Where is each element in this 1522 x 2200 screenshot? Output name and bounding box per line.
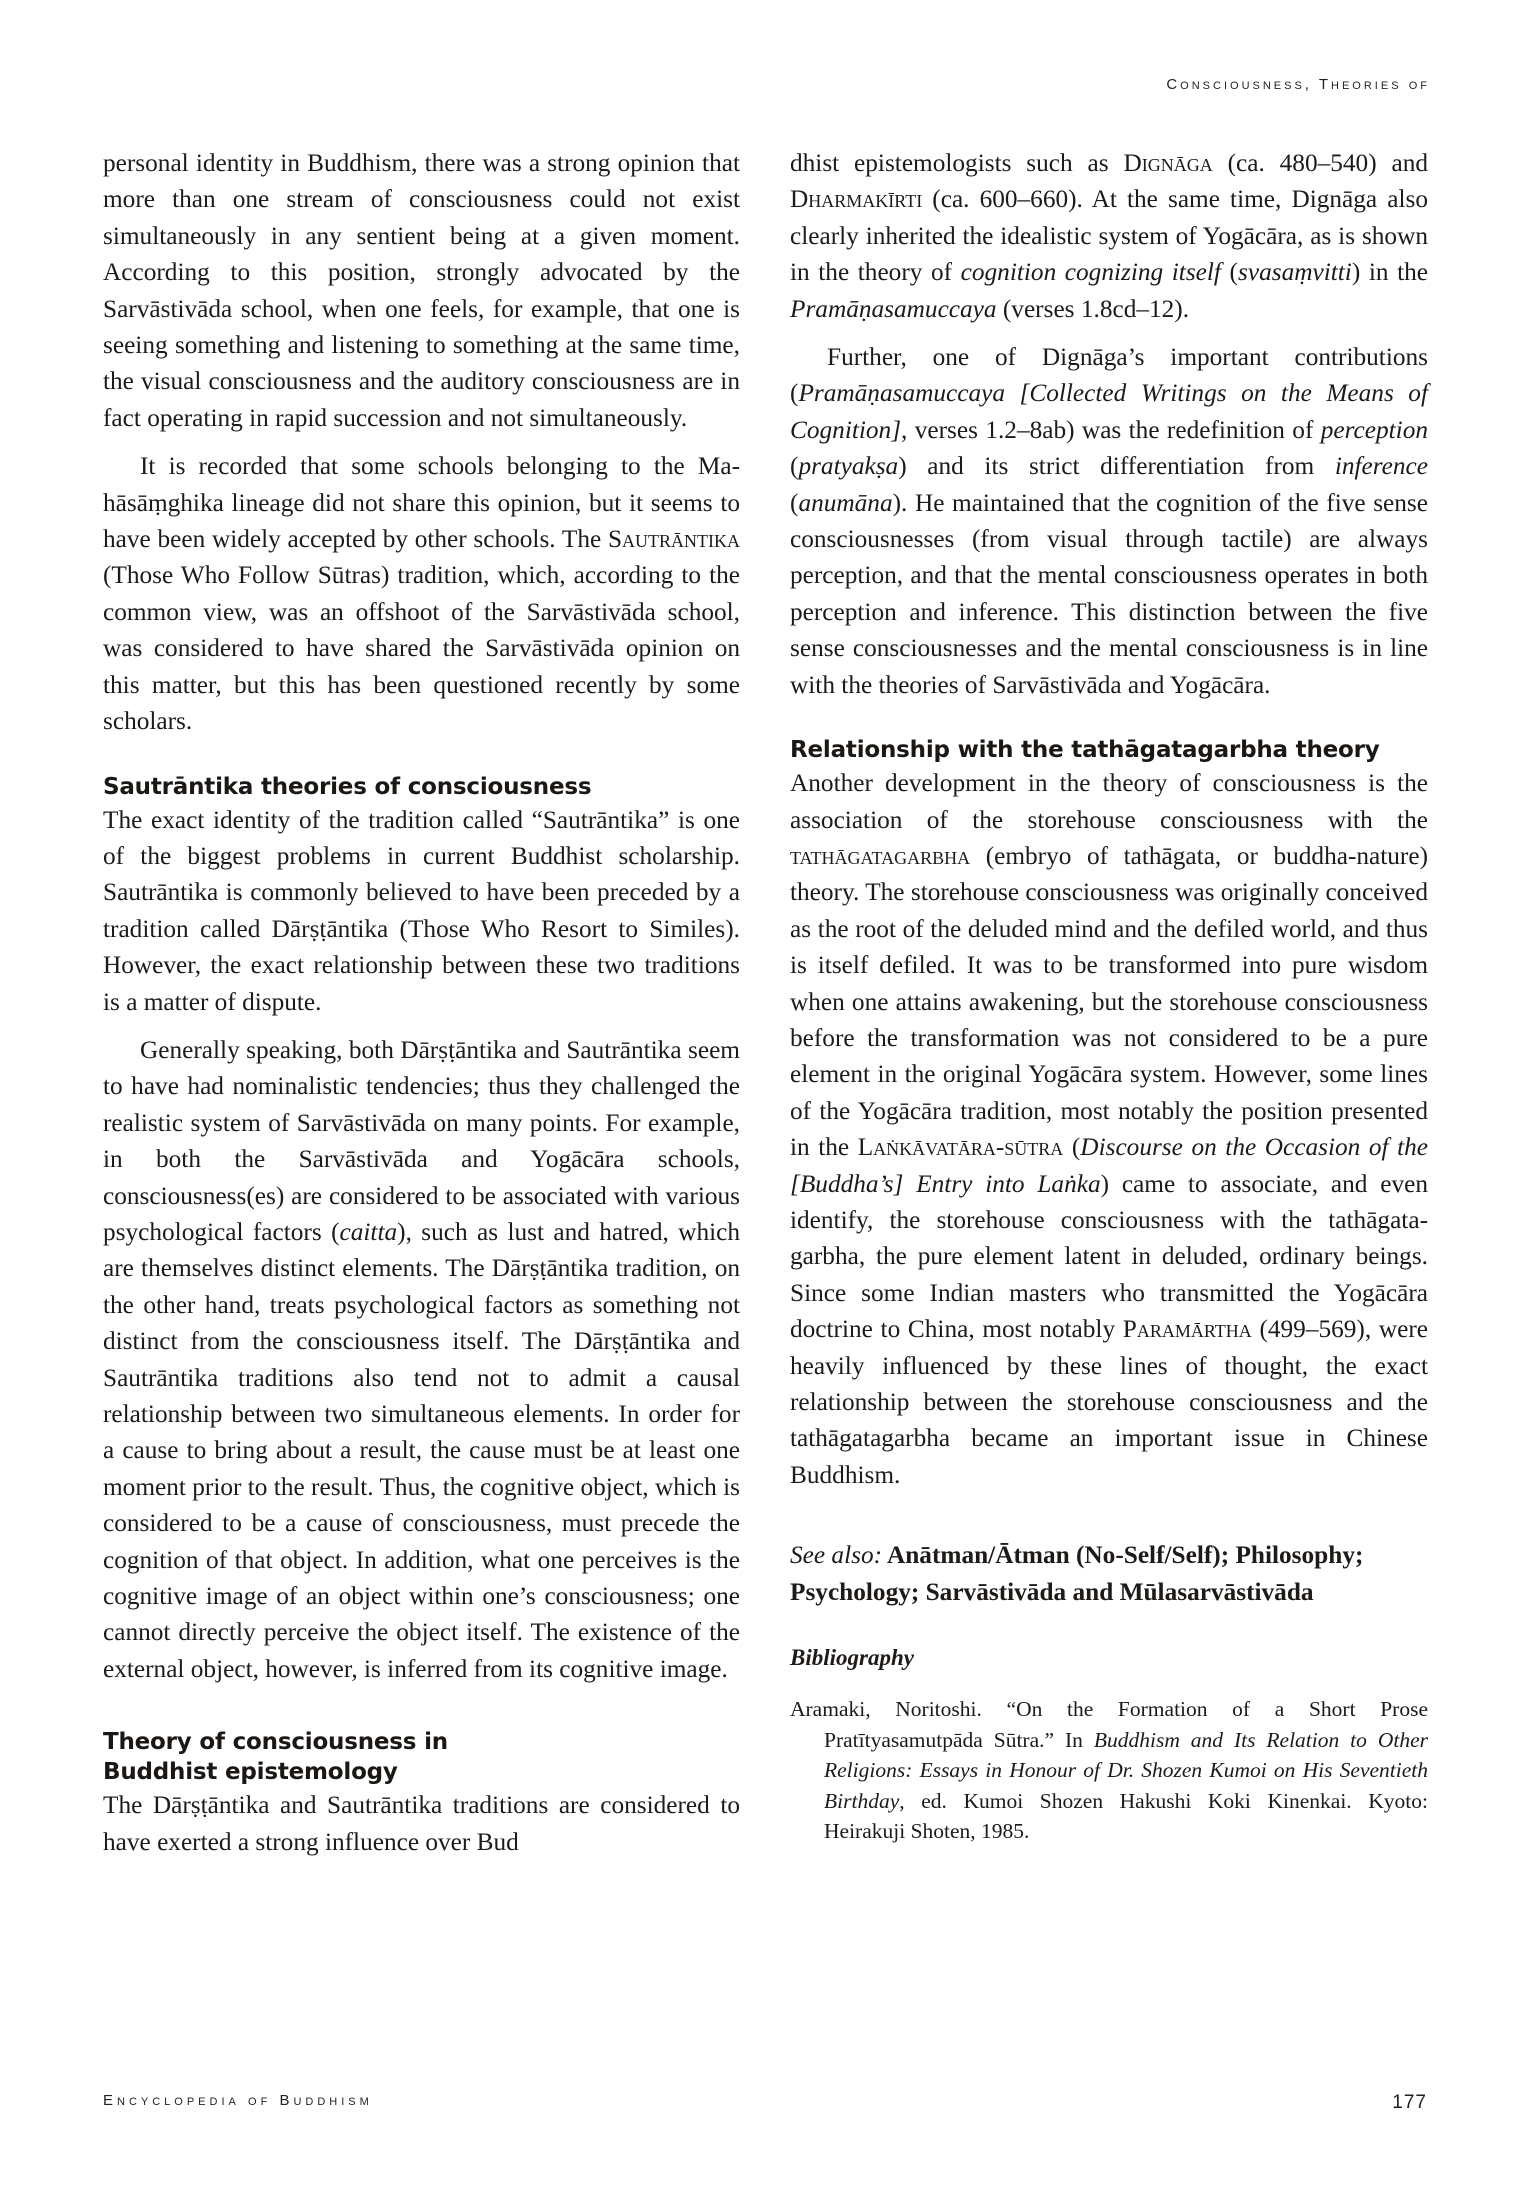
italic-term: Pramāṇasamuccaya <box>790 294 997 323</box>
italic-term: pratyakṣa <box>798 452 899 481</box>
right-column <box>790 145 1428 1847</box>
text: (embryo of tathāgata, or buddha-nature) theory. The storehouse consciousness was originally conceived as the root of the deluded mind and the defiled world, and thus is itself defiled. It was to be transformed into pure wisdom when one attains awakening, but the storehouse consciousness before the transformation was not considered to be a pure element in the original Yogācāra system. However, some lines of the Yogācāra tradition, most notably the position presented in the <box>790 841 1428 1162</box>
text: Aramaki, Noritoshi. “On the Formation of a Short Prose Pratītyasamutpāda Sūtra.” In <box>790 1697 1428 1752</box>
running-head: Consciousness, Theories of <box>1166 76 1430 93</box>
heading-line: Theory of consciousness in <box>103 1729 448 1756</box>
text: (verses 1.8cd–12). <box>996 294 1190 323</box>
italic-term: Discourse on the Occasion of the [Buddha’s] Entry into Laṅka <box>790 1133 1429 1198</box>
paragraph <box>103 1032 740 1687</box>
section-heading: Relationship with the tathāgatagarbha theory <box>790 737 1380 764</box>
text: , ed. Kumoi Shozen Hakushi Koki Kinenkai. Kyoto: Heirakuji Shoten, 1985. <box>824 1788 1428 1844</box>
page-number: 177 <box>1392 2092 1427 2113</box>
paragraph: The exact identity of the tradition called “Sautrāntika” is one of the biggest problems in current Buddhist scholarship. Sautrāntika is commonly believed to have been preceded by a tradition called Dārṣṭāntika (Those Who Resort to Similes). However, the exact relationship between these two traditions is a matter of dispute. <box>103 805 740 1016</box>
text: Further, one of Dignāga’s important contributions ( <box>790 343 1428 408</box>
text: (Those Who Follow Sūtras) tradition, which, according to the common view, was an offshoot of the Sarvāstivāda school, was considered to have shared the Sarvāstivāda opinion on this matter, but this has been questioned recently by some scholars. <box>103 561 740 736</box>
see-also-links[interactable]: Anātman/Ātman (No-Self/Self); Philosophy; Psychology; Sarvāstivāda and Mūlasarvāstivāda <box>790 1541 1364 1606</box>
cross-reference-link[interactable]: Paramārtha <box>1122 1315 1252 1344</box>
text: ( <box>1063 1133 1081 1162</box>
text: ) in the <box>1351 258 1429 287</box>
text: dhist epistemologists such as <box>790 149 1124 177</box>
bibliography-entry <box>790 1694 1428 1847</box>
paragraph <box>790 765 1428 1493</box>
text: , verses 1.2–8ab) was the redefinition of <box>901 415 1321 444</box>
italic-term: cognition cognizing itself <box>960 258 1221 287</box>
cross-reference-link[interactable]: Dharmakīrti <box>790 185 923 214</box>
text: (499–569), were heavily influenced by these lines of thought, the exact relationship between the storehouse consciousness and the tathāgatagarbha became an important issue in Chinese Buddhism. <box>790 1315 1428 1489</box>
cross-reference-link[interactable]: tathāgatagarbha <box>790 841 971 870</box>
see-also <box>790 1537 1428 1610</box>
left-column <box>103 145 740 1860</box>
text: ( <box>790 452 799 481</box>
text: Generally speaking, both Dārṣṭāntika and Sautrāntika seem to have had nominalistic tendencies; thus they challenged the realistic system of Sarvāstivāda on many points. For example, in both the Sarvāstivāda and Yogācāra schools, consciousness(es) are considered to be associated with various psychological factors ( <box>103 1035 740 1246</box>
text: Another development in the theory of consciousness is the association of the storehouse consciousness with the <box>790 769 1428 834</box>
section-heading: Sautrāntika theories of consciousness <box>103 773 592 800</box>
cross-reference-link[interactable]: Dignāga <box>1123 149 1213 177</box>
text: ( <box>790 488 799 517</box>
italic-term: anumāna <box>798 488 893 517</box>
text: ) and its strict differentiation from <box>898 452 1335 481</box>
cross-reference-link[interactable]: Sautrāntika <box>607 525 740 554</box>
paragraph: The Dārṣṭāntika and Sautrāntika traditions are considered to have exerted a strong influence over Bud <box>103 1791 740 1856</box>
text: (ca. 600–660). At the same time, Dignāga also clearly inherited the idealistic system of Yogācāra, as is shown in the theory of <box>790 185 1428 287</box>
heading-line: Buddhist epistemology <box>103 1759 398 1786</box>
italic-term: Pramāṇasamuccaya [Collected Writings on the Means of Cognition] <box>790 379 1428 444</box>
paragraph <box>790 339 1428 703</box>
footer-book-title: Encyclopedia of Buddhism <box>103 2092 373 2109</box>
bibliography-heading: Bibliography <box>790 1645 914 1671</box>
cross-reference-link[interactable]: Laṅkāvatāra-sūtra <box>857 1133 1064 1162</box>
text: ( <box>1220 258 1238 287</box>
paragraph <box>790 145 1428 327</box>
italic-title: Buddhism and Its Relation to Other Religions: Essays in Honour of Dr. Shozen Kumoi on His Seventieth Birthday <box>824 1727 1429 1813</box>
section-heading <box>103 1727 740 1787</box>
text: ), such as lust and hatred, which are themselves distinct elements. The Dārṣṭāntika tradition, on the other hand, treats psychological factors as something not distinct from the consciousness itself. The Dārṣṭāntika and Sautrāntika traditions also tend not to admit a causal relationship between two simultaneous elements. In order for a cause to bring about a result, the cause must be at least one moment prior to the result. Thus, the cognitive object, which is considered to be a cause of consciousness, must precede the cognition of that object. In addition, what one perceives is the cognitive image of an object within one’s consciousness; one cannot directly perceive the object itself. The existence of the external object, however, is inferred from its cognitive image. <box>103 1217 741 1683</box>
paragraph <box>103 448 740 739</box>
paragraph: personal identity in Buddhism, there was a strong opinion that more than one stream of consciousness could not exist simultaneously in any sentient being at a given moment. According to this position, strongly advocated by the Sarvāstivāda school, when one feels, for example, that one is seeing something and listening to something at the same time, the visual consciousness and the auditory consciousness are in fact operating in rapid succession and not simultaneously. <box>103 149 740 432</box>
text: It is recorded that some schools belonging to the Mahāsāṃghika lineage did not share this opinion, but it seems to have been widely accepted by other schools. The <box>103 452 740 554</box>
text: (ca. 480–540) and <box>1212 149 1428 177</box>
text: ) came to associate, and even identify, the storehouse consciousness with the tathāgatagarbha, the pure element latent in deluded, ordinary beings. Since some Indian masters who transmitted the Yogācāra doctrine to China, most notably <box>790 1169 1428 1344</box>
see-also-label: See also: <box>790 1541 883 1570</box>
italic-term: caitta <box>339 1217 398 1246</box>
italic-term: svasaṃvitti <box>1238 258 1352 287</box>
italic-term: inference <box>1334 452 1428 481</box>
italic-term: perception <box>1320 415 1428 444</box>
text: ). He maintained that the cognition of the five sense consciousnesses (from visual through tactile) are always perception, and that the mental consciousness operates in both perception and inference. This distinction between the five sense consciousnesses and the mental consciousness is in line with the theories of Sarvāstivāda and Yogācāra. <box>790 488 1428 699</box>
